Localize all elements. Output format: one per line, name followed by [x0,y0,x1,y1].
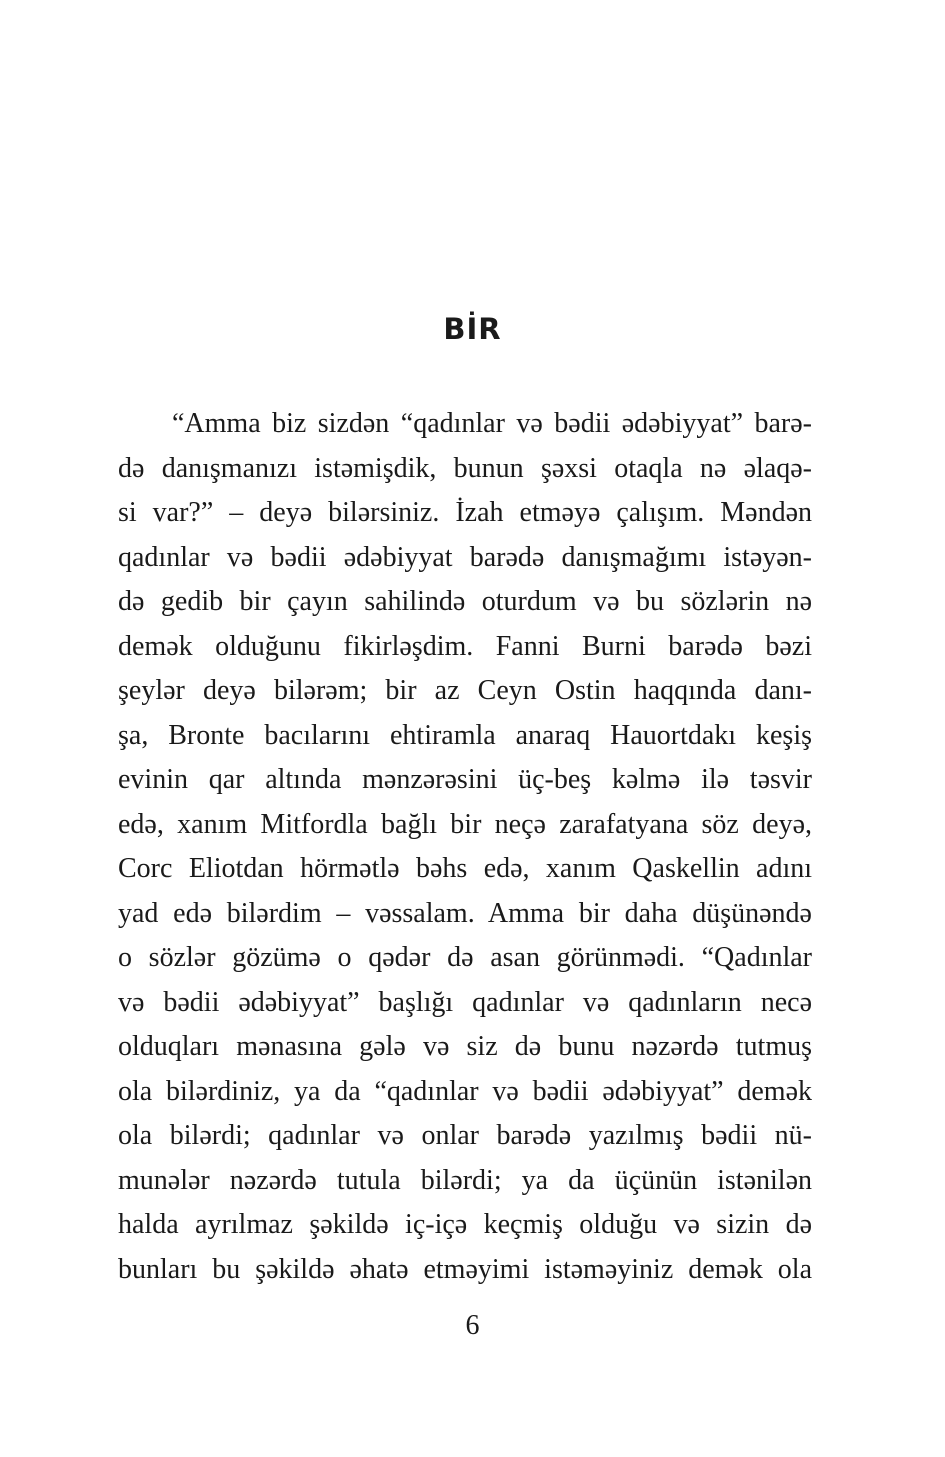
page-number: 6 [465,1310,480,1341]
chapter-title: BİR [443,312,502,346]
text-line: qadınlar və bədii ədəbiyyat barədə danışmağımı istəyən- [118,541,812,573]
text-line: “Amma biz sizdən “qadınlar və bədii ədəbiyyat” barə- [172,408,812,439]
text-line: evinin qar altında mənzərəsini üç-beş kəlmə ilə təsvir [118,764,812,795]
text-line: şa, Bronte bacılarını ehtiramla anaraq Hauortdakı keşiş [118,719,812,751]
text-line: edə, xanım Mitfordla bağlı bir neçə zarafatyana söz deyə, [118,808,812,840]
text-line: də danışmanızı istəmişdik, bunun şəxsi otaqla nə əlaqə- [118,452,812,484]
text-line: də gedib bir çayın sahilində oturdum və bu sözlərin nə [118,586,812,617]
text-line: şeylər deyə bilərəm; bir az Ceyn Ostin haqqında danı- [118,675,812,706]
text-line: ola bilərdi; qadınlar və onlar barədə yazılmış bədii nü- [118,1120,812,1151]
text-line: demək olduğunu fikirləşdim. Fanni Burni barədə bəzi [118,630,812,662]
body-paragraph [118,402,812,1292]
text-line: və bədii ədəbiyyat” başlığı qadınlar və qadınların necə [118,986,812,1018]
text-line: si var?” – deyə bilərsiniz. İzah etməyə çalışım. Məndən [118,497,812,528]
text-line: olduqları mənasına gələ və siz də bunu nəzərdə tutmuş [118,1031,812,1062]
text-line: halda ayrılmaz şəkildə iç-içə keçmiş olduğu və sizin də [118,1209,812,1240]
text-line: Corc Eliotdan hörmətlə bəhs edə, xanım Qaskellin adını [118,853,812,884]
text-line: munələr nəzərdə tutula bilərdi; ya da üçünün istənilən [118,1164,812,1196]
text-line: bunları bu şəkildə əhatə etməyimi istəməyiniz demək ola [118,1253,812,1285]
text-line: yad edə bilərdim – vəssalam. Amma bir daha düşünəndə [118,897,812,929]
text-line: ola bilərdiniz, ya da “qadınlar və bədii ədəbiyyat” demək [118,1075,812,1107]
text-line: o sözlər gözümə o qədər də asan görünmədi. “Qadınlar [118,942,812,973]
